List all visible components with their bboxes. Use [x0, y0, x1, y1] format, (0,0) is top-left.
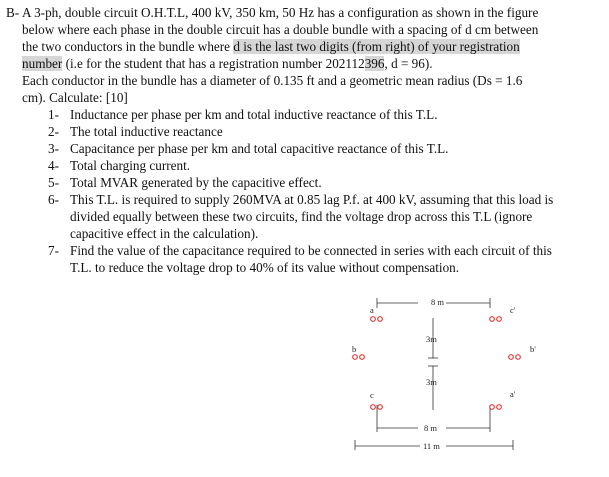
outer-span-label: 11 m: [423, 441, 440, 451]
vertical-dimension-2-label: 3m: [426, 377, 437, 387]
question-label: B-: [6, 5, 20, 20]
intro-line-5: Each conductor in the bundle has a diameter of 0.135 ft and a geometric mean radius (Ds = 1.6: [22, 73, 523, 88]
line4-text: (i.e for the student that has a registration number 202112: [62, 56, 365, 71]
task-text-cont: T.L. to reduce the voltage drop to 40% of its value without compensation.: [70, 260, 460, 275]
highlighted-number-word: number: [22, 56, 63, 71]
line3-text: the two conductors in the bundle where: [22, 39, 234, 54]
bundle-c-prime: [490, 317, 502, 322]
task-text-cont: divided equally between these two circuits, find the voltage drop across this T.L (ignore: [70, 209, 533, 224]
phase-label-b: b: [352, 344, 357, 354]
task-number: 5-: [48, 175, 59, 190]
task-number: 1-: [48, 107, 59, 122]
vertical-dimension-2: [428, 366, 438, 410]
bottom-span-label: 8 m: [424, 423, 437, 433]
bundle-a: [371, 317, 383, 322]
highlighted-text: d is the last two digits (from right) of your registration: [233, 39, 520, 54]
task-text: Capacitance per phase per km and total capacitive reactance of this T.L.: [70, 141, 449, 156]
task-number: 3-: [48, 141, 59, 156]
phase-label-a: a: [370, 305, 374, 315]
phase-label-c-prime: c': [510, 305, 516, 315]
task-text: Inductance per phase per km and total inductive reactance of this T.L.: [70, 107, 438, 122]
task-number: 4-: [48, 158, 59, 173]
task-text: Total MVAR generated by the capacitive effect.: [70, 175, 322, 190]
intro-line-1: A 3-ph, double circuit O.H.T.L, 400 kV, 350 km, 50 Hz has a configuration as shown in the figure: [22, 5, 539, 20]
task-text-cont: capacitive effect in the calculation).: [70, 226, 259, 241]
bundle-a-prime: [490, 405, 502, 410]
task-number: 7-: [48, 243, 59, 258]
task-number: 6-: [48, 192, 59, 207]
task-number: 2-: [48, 124, 59, 139]
phase-label-a-prime: a': [510, 389, 516, 399]
task-text: Total charging current.: [70, 158, 191, 173]
highlighted-digits: 396: [364, 56, 385, 71]
task-text: Find the value of the capacitance required to be connected in series with each circuit of this: [70, 243, 552, 258]
task-text: The total inductive reactance: [70, 124, 223, 139]
intro-line-2: below where each phase in the double circuit has a double bundle with a spacing of d cm between: [22, 22, 539, 37]
phase-label-c: c: [370, 390, 374, 400]
bundle-b-prime: [509, 355, 521, 360]
top-span-label: 8 m: [431, 297, 444, 307]
task-text: This T.L. is required to supply 260MVA at 0.85 lag P.f. at 400 kV, assuming that this load is: [70, 192, 554, 207]
bundle-c: [371, 405, 383, 410]
phase-label-b-prime: b': [530, 344, 536, 354]
vertical-dimension-1-label: 3m: [426, 334, 437, 344]
bundle-b: [353, 355, 365, 360]
line4-end: , d = 96).: [384, 56, 433, 71]
intro-line-6: cm). Calculate: [10]: [22, 90, 128, 105]
